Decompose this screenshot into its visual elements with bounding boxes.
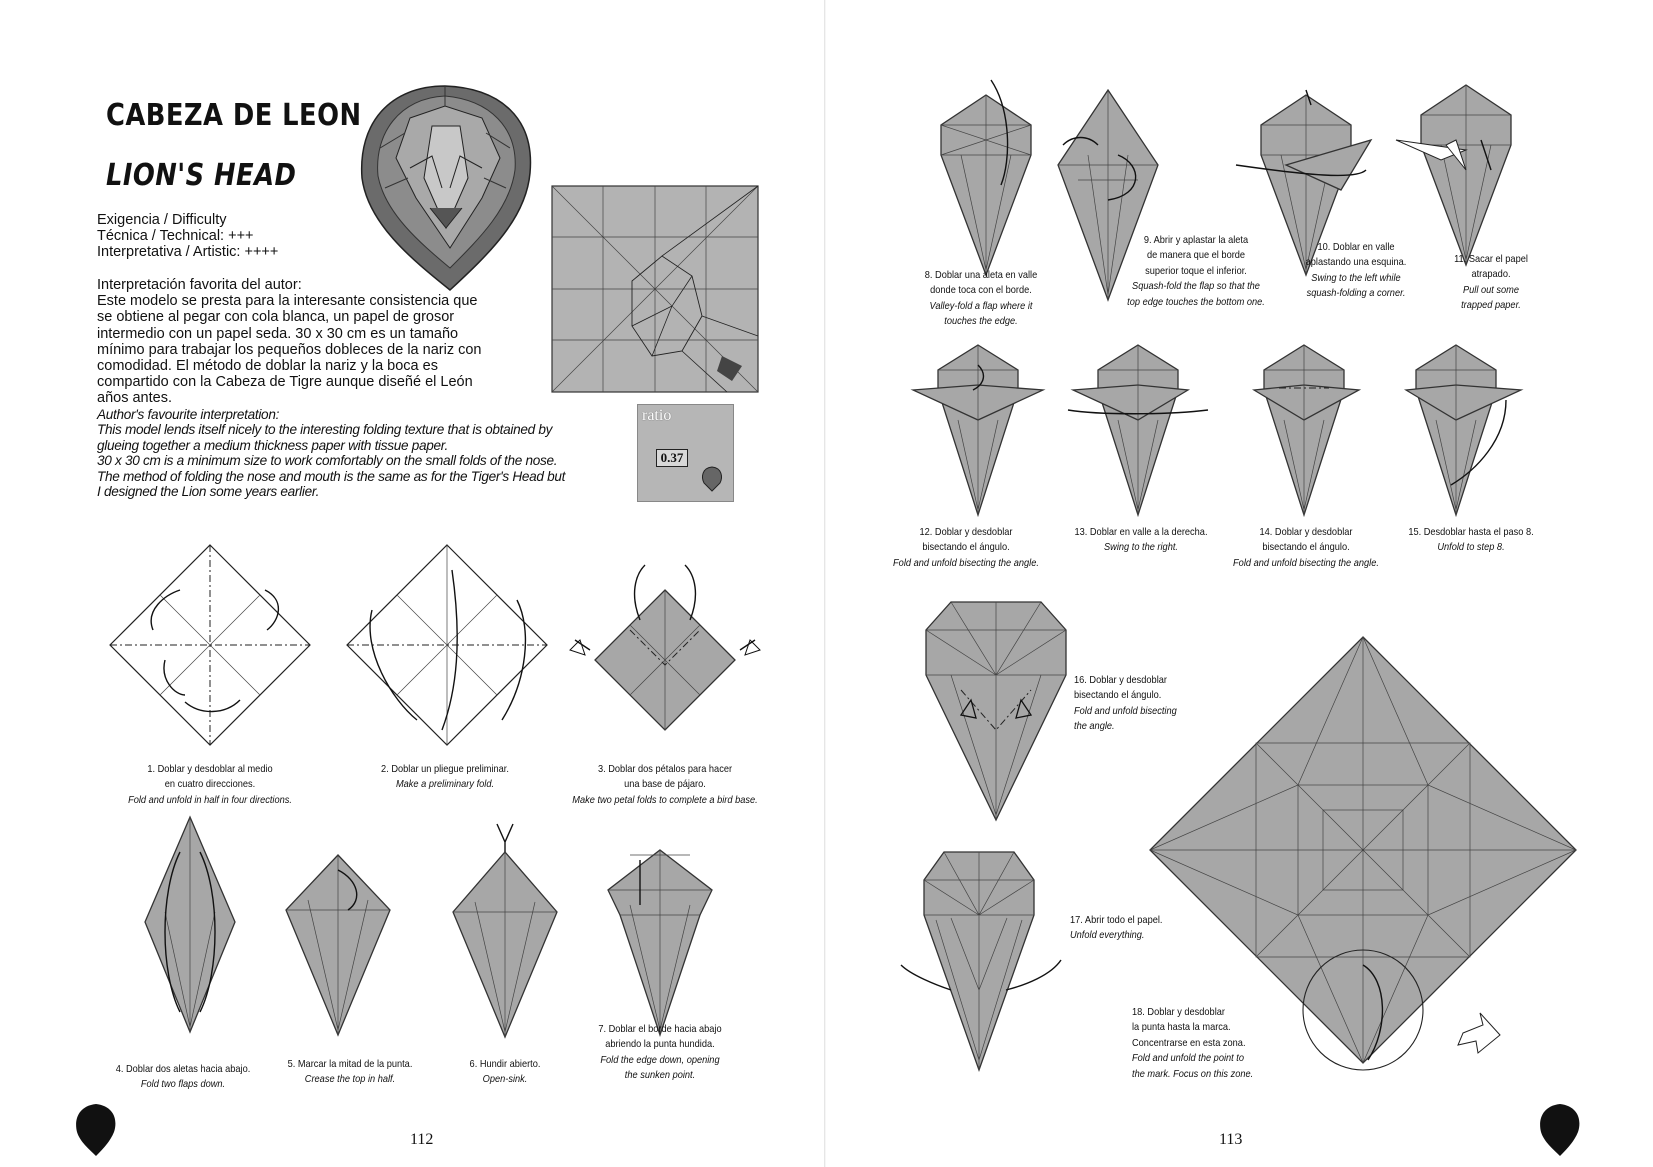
- lion-ornament-icon: [1536, 1102, 1584, 1158]
- difficulty-line: Exigencia / Difficulty: [97, 212, 227, 228]
- step-3-diagram: [570, 555, 760, 745]
- caption-es: 9. Abrir y aplastar la aleta: [1143, 234, 1249, 246]
- step-6-caption: [448, 1057, 562, 1088]
- caption-es: abriendo la punta hundida.: [605, 1038, 715, 1051]
- caption-es: 12. Doblar y desdoblar: [919, 526, 1013, 538]
- caption-es: 11. Sacar el papel: [1454, 253, 1528, 265]
- text-line: Este modelo se presta para la interesante consistencia que: [97, 293, 478, 310]
- caption-es: la punta hasta la marca.: [1132, 1021, 1231, 1034]
- text-line: The method of folding the nose and mouth is the same as for the Tiger's Head but: [97, 468, 566, 484]
- caption-es: 16. Doblar y desdoblar: [1074, 674, 1167, 686]
- caption-en: Open-sink.: [482, 1073, 528, 1086]
- lion-ornament-icon: [72, 1102, 120, 1158]
- page-number-left: 112: [410, 1131, 434, 1148]
- step-4-caption: [99, 1062, 266, 1093]
- caption-en: Pull out some: [1463, 283, 1519, 296]
- caption-en: Fold and unfold bisecting the angle.: [893, 556, 1039, 569]
- interpretation-es-heading: Interpretación favorita del autor:: [97, 277, 302, 293]
- caption-en: Make two petal folds to complete a bird base.: [572, 793, 758, 806]
- interpretation-es: [97, 277, 517, 407]
- step-2-caption: [357, 762, 533, 793]
- caption-es: atrapado.: [1471, 268, 1511, 281]
- step-5-diagram: [278, 850, 398, 1040]
- ratio-box: [637, 404, 734, 502]
- step-15-caption: [1392, 525, 1550, 556]
- caption-en: touches the edge.: [944, 315, 1018, 328]
- step-7-caption: [581, 1022, 739, 1084]
- step-18-diagram: [1148, 635, 1578, 1065]
- caption-es: 14. Doblar y desdoblar: [1259, 526, 1353, 538]
- caption-es: bisectando el ángulo.: [922, 541, 1010, 554]
- step-15-diagram: [1396, 340, 1536, 520]
- caption-en: Fold the edge down, opening: [600, 1053, 720, 1066]
- step-11-diagram: [1396, 80, 1526, 280]
- caption-es: Concentrarse en esta zona.: [1132, 1036, 1246, 1049]
- artistic-line: Interpretativa / Artistic: ++++: [97, 244, 279, 261]
- title-english: LION'S HEAD: [106, 158, 297, 193]
- text-line: compartido con la Cabeza de Tigre aunque diseñé el León: [97, 374, 473, 391]
- step-18-caption: [1132, 1005, 1286, 1082]
- caption-es: bisectando el ángulo.: [1074, 689, 1162, 702]
- step-16-diagram: [921, 600, 1071, 825]
- difficulty-block: [97, 212, 278, 261]
- step-13-diagram: [1058, 340, 1218, 520]
- caption-en: the angle.: [1074, 720, 1115, 733]
- caption-es: 18. Doblar y desdoblar: [1132, 1006, 1225, 1018]
- caption-es: 15. Desdoblar hasta el paso 8.: [1408, 526, 1534, 538]
- caption-en: Unfold everything.: [1070, 929, 1145, 942]
- caption-es: una base de pájaro.: [624, 778, 706, 791]
- caption-en: Squash-fold the flap so that the: [1132, 280, 1260, 293]
- step-2-diagram: [342, 540, 552, 750]
- caption-es: aplastando una esquina.: [1305, 256, 1407, 269]
- caption-es: donde toca con el borde.: [930, 284, 1032, 297]
- caption-en: Valley-fold a flap where it: [929, 299, 1033, 312]
- caption-en: Crease the top in half.: [304, 1073, 396, 1086]
- caption-es: 1. Doblar y desdoblar al medio: [147, 763, 273, 775]
- caption-es: 7. Doblar el borde hacia abajo: [598, 1023, 722, 1035]
- step-7-diagram: [600, 845, 720, 1040]
- caption-en: Fold and unfold bisecting: [1074, 704, 1177, 717]
- caption-en: Fold two flaps down.: [140, 1078, 226, 1091]
- lion-thumbnail-icon: [700, 465, 724, 493]
- step-17-diagram: [896, 850, 1076, 1075]
- caption-en: Swing to the right.: [1104, 541, 1178, 554]
- caption-en: top edge touches the bottom one.: [1127, 295, 1265, 308]
- caption-es: 4. Doblar dos aletas hacia abajo.: [115, 1063, 251, 1075]
- step-1-diagram: [105, 540, 315, 750]
- caption-es: 3. Doblar dos pétalos para hacer: [597, 763, 733, 775]
- text-line: años antes.: [97, 390, 172, 407]
- caption-es: superior toque el inferior.: [1145, 264, 1247, 277]
- caption-en: Make a preliminary fold.: [395, 778, 495, 791]
- step-4-diagram: [135, 812, 245, 1042]
- caption-es: 10. Doblar en valle: [1317, 241, 1395, 253]
- text-line: glueing together a medium thickness paper with tissue paper.: [97, 437, 449, 453]
- caption-es: 13. Doblar en valle a la derecha.: [1074, 526, 1208, 538]
- caption-es: 17. Abrir todo el papel.: [1070, 914, 1163, 926]
- step-5-caption: [280, 1057, 421, 1088]
- step-13-caption: [1057, 525, 1224, 556]
- caption-en: trapped paper.: [1461, 299, 1521, 312]
- caption-es: 2. Doblar un pliegue preliminar.: [381, 763, 509, 775]
- lion-head-photo: [350, 78, 540, 298]
- text-line: This model lends itself nicely to the interesting folding texture that is obtained by: [97, 422, 553, 438]
- step-8-caption: [893, 268, 1069, 330]
- step-1-caption: [109, 762, 311, 808]
- ratio-label: ratio: [642, 407, 672, 424]
- step-14-caption: [1209, 525, 1403, 571]
- caption-es: 8. Doblar una aleta en valle: [924, 269, 1038, 281]
- crease-pattern: [552, 186, 758, 392]
- caption-en: Swing to the left while: [1311, 271, 1401, 284]
- caption-en: the mark. Focus on this zone.: [1132, 1067, 1254, 1080]
- caption-es: de manera que el borde: [1146, 249, 1246, 262]
- step-6-diagram: [445, 822, 565, 1042]
- caption-en: Fold and unfold bisecting the angle.: [1233, 556, 1379, 569]
- step-14-diagram: [1234, 340, 1374, 520]
- title-spanish: CABEZA DE LEON: [106, 98, 362, 133]
- text-line: mínimo para trabajar los pequeños dobleces de la nariz con: [97, 341, 482, 358]
- caption-en: squash-folding a corner.: [1306, 287, 1406, 300]
- technical-line: Técnica / Technical: +++: [97, 228, 254, 245]
- text-line: I designed the Lion some years earlier.: [97, 484, 320, 500]
- step-8-diagram: [926, 80, 1046, 280]
- right-page: [826, 0, 1653, 1167]
- interpretation-en-heading: Author's favourite interpretation:: [97, 407, 280, 422]
- caption-en: the sunken point.: [624, 1069, 696, 1082]
- caption-en: Unfold to step 8.: [1437, 541, 1505, 554]
- step-3-caption: [555, 762, 775, 808]
- step-12-caption: [860, 525, 1071, 571]
- caption-es: 6. Hundir abierto.: [469, 1058, 541, 1070]
- text-line: intermedio con un papel seda. 30 x 30 cm es un tamaño: [97, 325, 459, 342]
- step-11-caption: [1443, 252, 1540, 314]
- left-page: [0, 0, 826, 1167]
- caption-es: 5. Marcar la mitad de la punta.: [287, 1058, 413, 1070]
- step-12-diagram: [908, 340, 1048, 520]
- caption-en: Fold and unfold the point to: [1132, 1052, 1244, 1065]
- ratio-value: 0.37: [656, 449, 688, 467]
- caption-es: en cuatro direcciones.: [164, 778, 256, 791]
- text-line: 30 x 30 cm is a minimum size to work comfortably on the small folds of the nose.: [97, 453, 558, 469]
- caption-es: bisectando el ángulo.: [1262, 541, 1350, 554]
- caption-en: Fold and unfold in half in four directions.: [128, 793, 292, 806]
- text-line: comodidad. El método de doblar la nariz y la boca es: [97, 358, 438, 375]
- page-number-right: 113: [1219, 1131, 1243, 1148]
- text-line: se obtiene al pegar con cola blanca, un papel de grosor: [97, 309, 455, 326]
- interpretation-en: [97, 407, 587, 499]
